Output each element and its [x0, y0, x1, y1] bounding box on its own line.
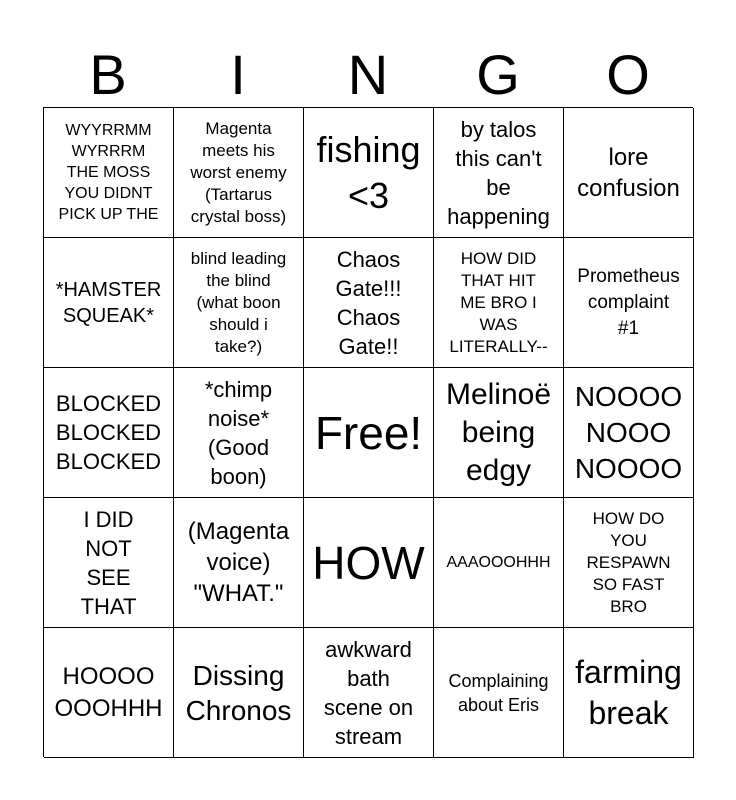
- bingo-cell-text: Prometheus complaint #1: [577, 265, 680, 339]
- bingo-cell[interactable]: [304, 628, 434, 758]
- bingo-cell-text: HOOOO OOOHHH: [54, 662, 163, 722]
- bingo-cell[interactable]: [44, 498, 174, 628]
- bingo-cell-text: (Magenta voice) "WHAT.": [187, 518, 290, 607]
- bingo-cell-text: by talos this can't be happening: [447, 116, 550, 229]
- bingo-cell[interactable]: [564, 368, 694, 498]
- bingo-cell-text: I DID NOT SEE THAT: [80, 506, 137, 619]
- bingo-cell[interactable]: [44, 368, 174, 498]
- bingo-cell[interactable]: [434, 238, 564, 368]
- bingo-cell-text: Free!: [314, 406, 423, 459]
- bingo-cell[interactable]: [304, 498, 434, 628]
- bingo-cell[interactable]: [44, 108, 174, 238]
- bingo-cell-text: HOW: [312, 536, 425, 589]
- bingo-cell[interactable]: [564, 628, 694, 758]
- bingo-cell[interactable]: [174, 368, 304, 498]
- bingo-cell[interactable]: [44, 628, 174, 758]
- bingo-cell-text: Magenta meets his worst enemy (Tartarus crystal boss): [190, 118, 287, 226]
- header-letter-g: G: [476, 43, 520, 106]
- bingo-cell[interactable]: [434, 368, 564, 498]
- bingo-cell-text: *chimp noise* (Good boon): [204, 376, 273, 489]
- bingo-cell[interactable]: [564, 498, 694, 628]
- bingo-header: [43, 43, 693, 107]
- bingo-cell-text: farming break: [575, 653, 682, 731]
- header-letter-b: B: [89, 43, 127, 106]
- bingo-cell-text: lore confusion: [577, 143, 680, 202]
- bingo-cell-text: Dissing Chronos: [185, 659, 292, 726]
- bingo-cell-text: NOOOO NOOO NOOOO: [574, 380, 683, 484]
- bingo-cell[interactable]: [174, 238, 304, 368]
- bingo-cell[interactable]: [304, 368, 434, 498]
- bingo-cell-text: fishing <3: [316, 128, 421, 216]
- bingo-cell-text: BLOCKED BLOCKED BLOCKED: [55, 391, 162, 474]
- bingo-cell-text: *HAMSTER SQUEAK*: [55, 278, 162, 327]
- bingo-cell[interactable]: [174, 108, 304, 238]
- bingo-card-grid: [43, 107, 693, 757]
- bingo-cell-text: blind leading the blind (what boon should i take?): [190, 248, 287, 356]
- bingo-cell-text: Complaining about Eris: [448, 670, 549, 715]
- header-letter-i: I: [230, 43, 246, 106]
- bingo-cell[interactable]: [434, 628, 564, 758]
- header-letter-o: O: [606, 43, 650, 106]
- bingo-cell[interactable]: [434, 108, 564, 238]
- bingo-cell[interactable]: [564, 238, 694, 368]
- bingo-cell-text: Chaos Gate!!! Chaos Gate!!: [335, 246, 402, 359]
- bingo-cell-text: HOW DO YOU RESPAWN SO FAST BRO: [586, 508, 671, 616]
- bingo-cell-text: HOW DID THAT HIT ME BRO I WAS LITERALLY--: [449, 248, 548, 356]
- bingo-cell[interactable]: [564, 108, 694, 238]
- bingo-cell-text: awkward bath scene on stream: [323, 636, 414, 749]
- header-letter-n: N: [347, 43, 389, 106]
- bingo-cell[interactable]: [174, 498, 304, 628]
- bingo-cell-text: Melinoë being edgy: [445, 377, 552, 487]
- bingo-cell[interactable]: [304, 108, 434, 238]
- bingo-cell[interactable]: [174, 628, 304, 758]
- bingo-cell-text: WYYRRMM WYRRRM THE MOSS YOU DIDNT PICK UP THE: [58, 122, 159, 223]
- bingo-cell[interactable]: [434, 498, 564, 628]
- bingo-cell-text: AAAOOOHHH: [446, 554, 551, 571]
- bingo-cell[interactable]: [304, 238, 434, 368]
- bingo-cell[interactable]: [44, 238, 174, 368]
